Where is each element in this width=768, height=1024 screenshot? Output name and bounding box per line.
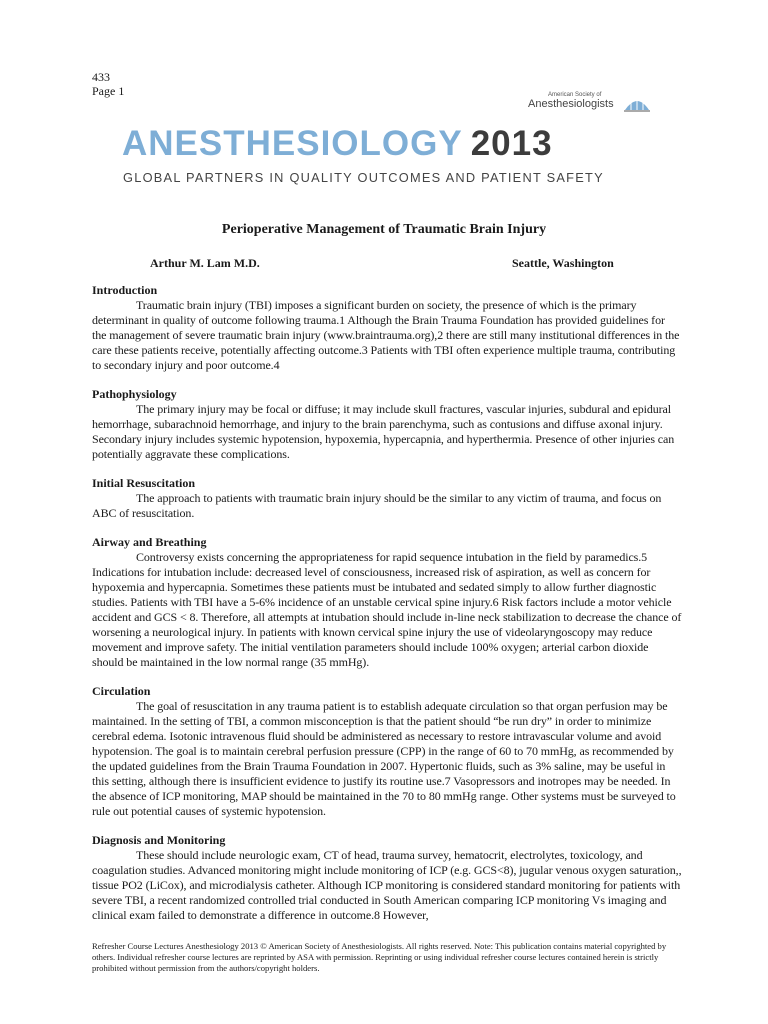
section-heading: Diagnosis and Monitoring	[92, 833, 226, 847]
section-airway-and-breathing	[92, 535, 682, 670]
section-heading: Introduction	[92, 283, 158, 297]
section-heading: Initial Resuscitation	[92, 476, 196, 490]
section-heading: Circulation	[92, 684, 151, 698]
section-text: Controversy exists concerning the appropriateness for rapid sequence intubation in the field by paramedics.5 Indications for intubation include: decreased level of consciousness, increased risk of aspiration, as well as concern for hypoxemia and hypercapnia. Sometimes these patients must be intubated and sedated simply to allow further diagnostic studies. Patients with TBI have a 5-6% incidence of an unstable cervical spine injury.6 Risk factors include a motor vehicle accident and GCS < 8. Therefore, all attempts at intubation should include in-line neck stabilization to decrease the chance of worsening a neurological injury. In patients with known cervical spine injury the use of videolaryngoscopy may reduce movement and improve safety. The initial ventilation parameters should include 100% oxygen; arterial carbon dioxide should be maintained in the low normal range (35 mmHg).	[92, 550, 682, 669]
section-text: The goal of resuscitation in any trauma patient is to establish adequate circulation so that organ perfusion may be maintained. In the setting of TBI, a common misconception is that the patient should “be run dry” in order to minimize cerebral edema. Isotonic intravenous fluid should be administered as necessary to restore intravascular volume and avoid hypotension. The goal is to maintain cerebral perfusion pressure (CPP) in the range of 60 to 70 mmHg, as recommended by the updated guidelines from the Brain Trauma Foundation in 2007. Hypertonic fluids, such as 3% saline, may be useful in this setting, although there is insufficient evidence to justify its routine use.7 Vasopressors and inotropes may be needed. In the absence of ICP monitoring, MAP should be maintained in the 70 to 80 mmHg range. Other systems must be surveyed to rule out potential causes of systemic hypotension.	[92, 699, 676, 818]
conference-name: ANESTHESIOLOGY	[122, 124, 463, 163]
page-number: 433	[92, 70, 110, 84]
section-text: The approach to patients with traumatic brain injury should be the similar to any victim of trauma, and focus on ABC of resuscitation.	[92, 491, 662, 520]
article-body	[92, 283, 682, 937]
section-pathophysiology	[92, 387, 682, 462]
conference-tagline: GLOBAL PARTNERS IN QUALITY OUTCOMES AND PATIENT SAFETY	[123, 170, 604, 185]
asa-logo-text: Anesthesiologists	[528, 98, 614, 110]
conference-year: 2013	[470, 124, 553, 163]
conference-title	[122, 124, 652, 164]
section-heading: Pathophysiology	[92, 387, 177, 401]
page-number-block	[92, 70, 124, 98]
article-title: Perioperative Management of Traumatic Brain Injury	[221, 222, 547, 237]
section-diagnosis-and-monitoring	[92, 833, 682, 923]
asa-logo-small-text: American Society of	[548, 92, 602, 98]
section-circulation	[92, 684, 682, 819]
section-heading: Airway and Breathing	[92, 535, 207, 549]
asa-logo	[528, 92, 650, 114]
copyright-footer: Refresher Course Lectures Anesthesiology 2013 © American Society of Anesthesiologists. All rights reserved. Note: This publication contains material copyrighted by others. Individual refresher course lectures are reprinted by ASA with permission. Reprinting or using individual refresher course lectures contained herein is strictly prohibited without permission from the authors/copyright holders.	[92, 941, 667, 973]
article-location: Seattle, Washington	[512, 256, 614, 270]
section-initial-resuscitation	[92, 476, 682, 521]
section-introduction	[92, 283, 682, 373]
article-author: Arthur M. Lam M.D.	[150, 256, 260, 270]
section-text: Traumatic brain injury (TBI) imposes a significant burden on society, the presence of which is the primary determinant in quality of outcome following trauma.1 Although the Brain Trauma Foundation has provided guidelines for the management of severe traumatic brain injury (www.braintrauma.org),2 there are still many institutional differences in the care these patients receive, potentially affecting outcome.3 Patients with TBI often experience multiple trauma, contributing to secondary injury and poor outcome.4	[92, 298, 680, 372]
section-text: These should include neurologic exam, CT of head, trauma survey, hematocrit, electrolytes, toxicology, and coagulation studies. Advanced monitoring might include monitoring of ICP (e.g. GCS<8), jugular venous oxygen saturation,, tissue PO2 (LiCox), and microdialysis catheter. Although ICP monitoring is considered standard monitoring for patients with severe TBI, a recent randomized controlled trial conducted in South American comparing ICP monitoring Vs imaging and clinical exam failed to demonstrate a difference in outcome.8 However,	[92, 848, 682, 922]
asa-emblem-icon	[624, 94, 650, 112]
page-label: Page 1	[92, 84, 125, 98]
section-text: The primary injury may be focal or diffuse; it may include skull fractures, vascular injuries, subdural and epidural hemorrhage, subarachnoid hemorrhage, and injury to the brain parenchyma, such as contusions and diffuse axonal injury. Secondary injury includes systemic hypotension, hypoxemia, hypercapnia, and hyperthermia. Presence of other injuries can potentially aggravate these complications.	[92, 402, 675, 461]
